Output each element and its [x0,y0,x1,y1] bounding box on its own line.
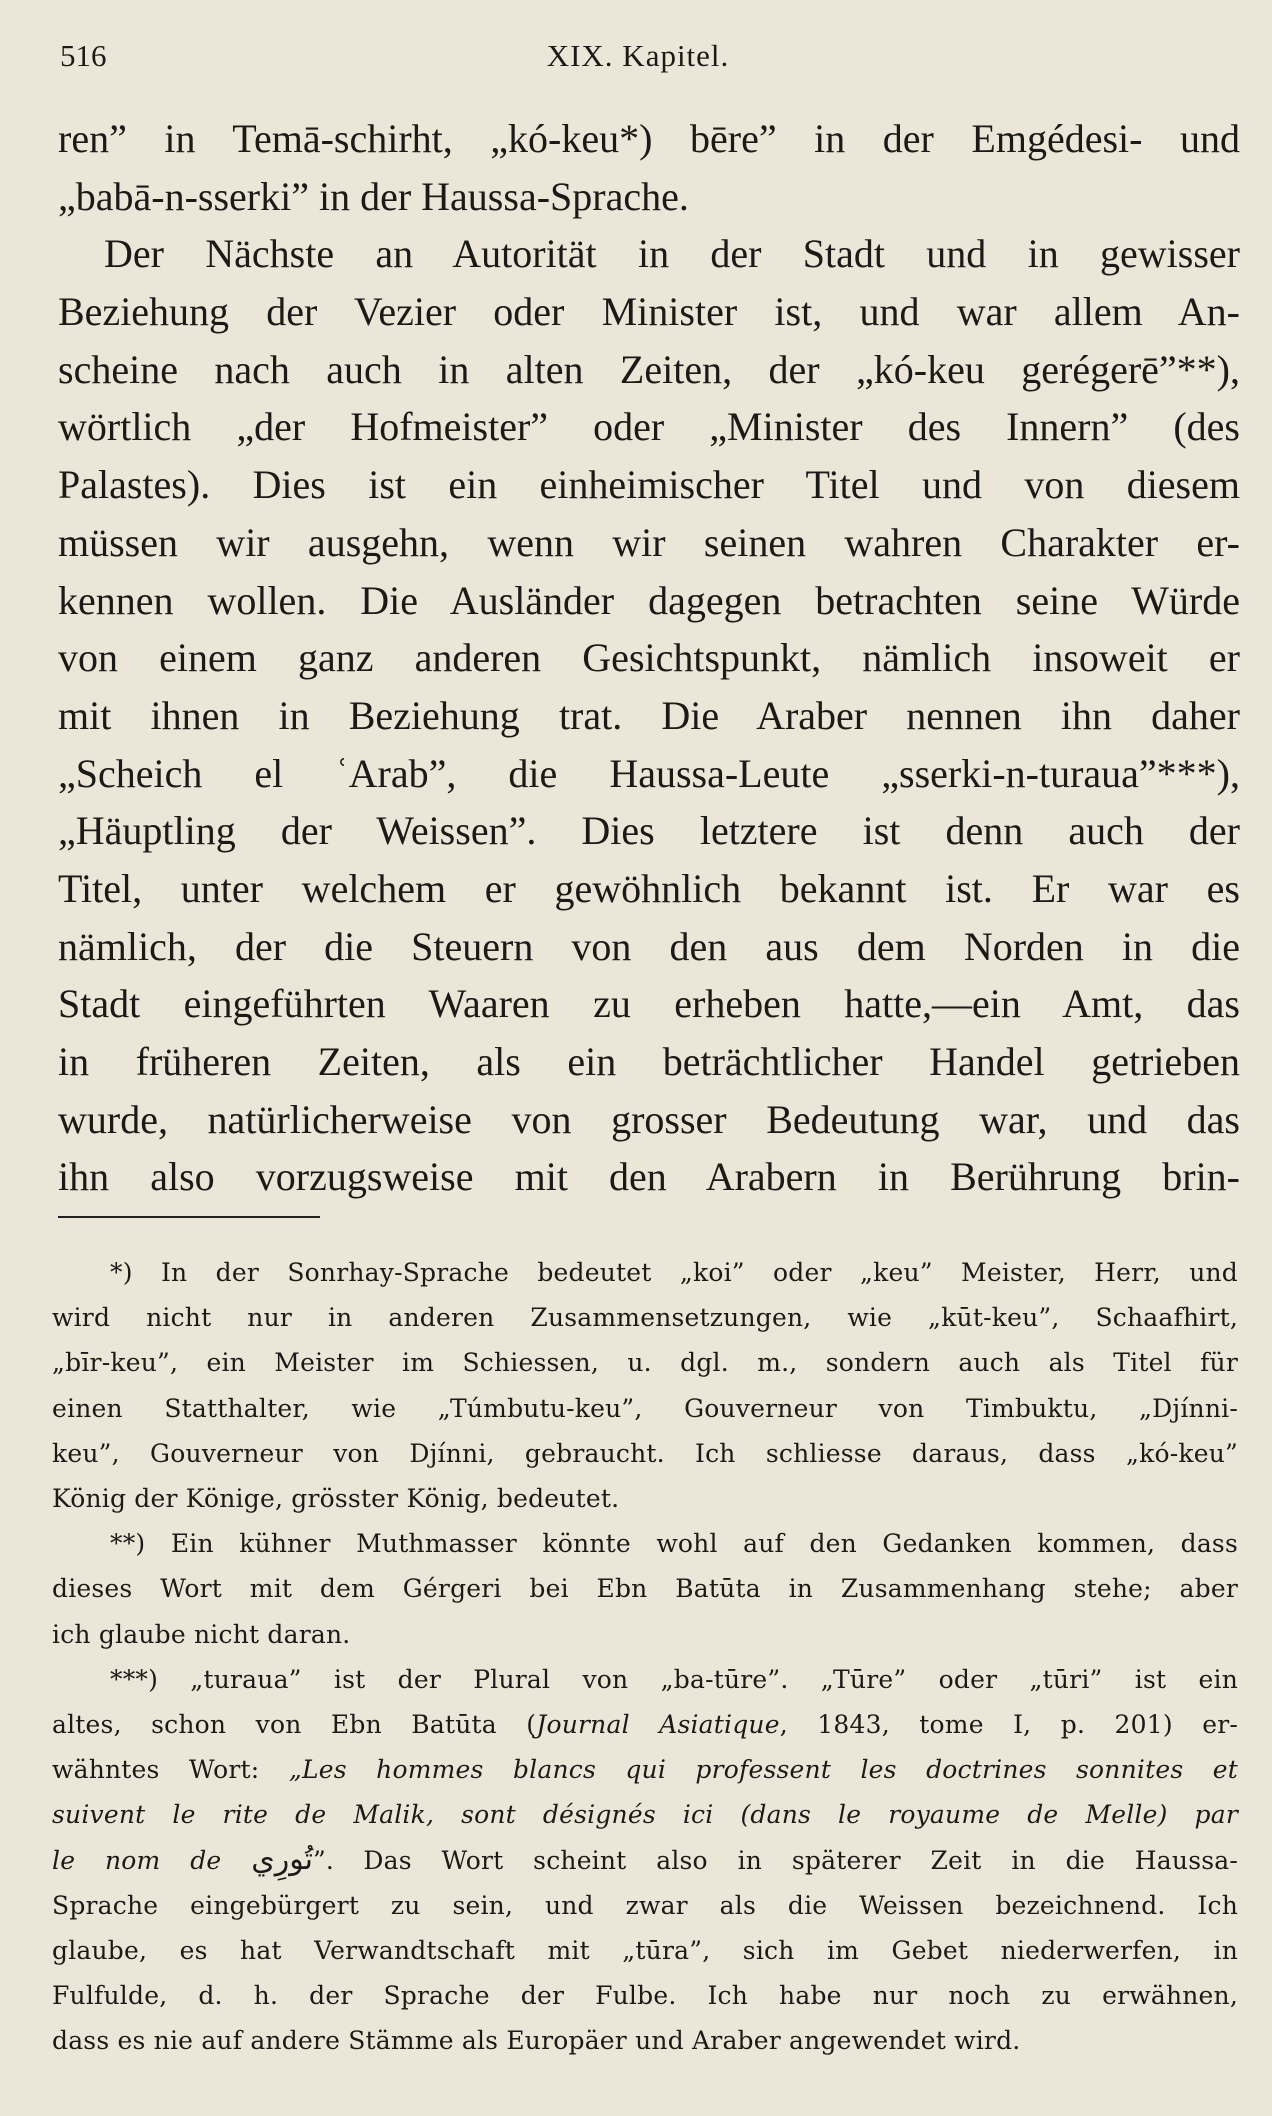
quotation-text: le nom de [52,1846,252,1876]
footnote-line: Fulfulde, d. h. der Sprache der Fulbe. Ich habe nur noch zu erwähnen, [52,1981,1238,2010]
footnotes [52,1250,1238,2063]
footnote-line: glaube, es hat Verwandtschaft mit „tūra”, sich im Gebet niederwerfen, in [52,1935,1238,1965]
footnote-line: keu”, Gouverneur von Djínni, gebraucht. Ich schliesse daraus, dass „kó-keu” [52,1438,1238,1468]
text-line: scheine nach auch in alten Zeiten, der „kó-keu gerégerē”**), [58,346,1240,392]
footnote-2 [52,1521,1238,1657]
footnote-line: dieses Wort mit dem Gérgeri bei Ebn Batūta in Zusammenhang stehe; aber [52,1574,1238,1604]
text-line: „Häuptling der Weissen”. Dies letztere ist denn auch der [58,808,1240,854]
text-line: kennen wollen. Die Ausländer dagegen betrachten seine Würde [58,577,1240,623]
footnote-text: altes, schon von Ebn Batūta ( [52,1709,537,1739]
text-line: Der Nächste an Autorität in der Stadt und in gewisser [104,231,1240,277]
text-line: Titel, unter welchem er gewöhnlich bekannt ist. Er war es [58,865,1240,911]
footnote-line: *) In der Sonrhay-Sprache bedeutet „koi” oder „keu” Meister, Herr, und [110,1258,1238,1287]
text-line: wörtlich „der Hofmeister” oder „Minister des Innern” (des [58,404,1240,450]
footnote-text: , 1843, tome I, p. 201) er- [779,1709,1238,1739]
footnote-line [52,1702,1238,1747]
text-line: ren” in Temā-schirht, „kó-keu*) bēre” in der Emgédesi- und [58,116,1240,161]
text-line: mit ihnen in Beziehung trat. Die Araber nennen ihn daher [58,692,1240,738]
footnote-line: König der Könige, grösster König, bedeutet. [52,1483,620,1513]
journal-title: Journal Asiatique [536,1709,780,1739]
footnote-line: wird nicht nur in anderen Zusammensetzungen, wie „kūt-keu”, Schaafhirt, [52,1303,1238,1333]
page-number: 516 [60,38,107,73]
footnote-line: dass es nie auf andere Stämme als Europäer und Araber angewendet wird. [52,2026,1021,2056]
text-line: wurde, natürlicherweise von grosser Bedeutung war, und das [58,1096,1240,1142]
footnote-line [52,1747,1238,1792]
quotation-text: „Les hommes blancs qui professent les doctrines sonnites et [288,1755,1238,1785]
footnote-line: **) Ein kühner Muthmasser könnte wohl auf den Gedanken kommen, dass [110,1529,1238,1559]
footnote-divider [58,1216,320,1218]
footnote-line: „bīr-keu”, ein Meister im Schiessen, u. dgl. m., sondern auch als Titel für [52,1348,1238,1378]
running-header [60,38,1216,78]
text-line: Stadt eingeführten Waaren zu erheben hatte,—ein Amt, das [58,981,1240,1027]
footnote-line: ***) „turaua” ist der Plural von „ba-tūre”. „Tūre” oder „tūri” ist ein [110,1664,1238,1694]
footnote-line: suivent le rite de Malik, sont désignés ici (dans le royaume de Melle) par [52,1800,1238,1830]
text-line: von einem ganz anderen Gesichtspunkt, nämlich insoweit er [58,635,1240,681]
chapter-title: XIX. Kapitel. [546,38,730,73]
footnote-line: Sprache eingebürgert zu sein, und zwar als die Weissen bezeichnend. Ich [52,1890,1238,1920]
text-line: in früheren Zeiten, als ein beträchtlicher Handel getrieben [58,1039,1240,1084]
text-line: müssen wir ausgehn, wenn wir seinen wahren Charakter er- [58,519,1240,565]
arabic-word: تُورِي [251,1842,314,1878]
footnote-line: einen Statthalter, wie „Túmbutu-keu”, Gouverneur von Timbuktu, „Djínni- [52,1393,1238,1423]
footnote-text: ”. Das Wort scheint also in späterer Zeit in die Haussa- [313,1846,1239,1876]
text-line: „babā-n-sserki” in der Haussa-Sprache. [58,173,689,219]
text-line: Palastes). Dies ist ein einheimischer Titel und von diesem [58,462,1240,508]
footnote-1 [52,1250,1238,1521]
main-text [58,110,1240,1206]
text-line: nämlich, der die Steuern von den aus dem Norden in die [58,923,1240,969]
footnote-text: wähntes Wort: [52,1755,289,1785]
footnote-line: ich glaube nicht daran. [52,1619,351,1649]
footnote-line [52,1837,1238,1882]
text-line: Beziehung der Vezier oder Minister ist, und war allem An- [58,289,1240,335]
text-line: ihn also vorzugsweise mit den Arabern in Berührung brin- [58,1154,1240,1200]
text-line: „Scheich el ʿArab”, die Haussa-Leute „sserki-n-turaua”***), [58,750,1240,796]
footnote-3 [52,1657,1238,2064]
